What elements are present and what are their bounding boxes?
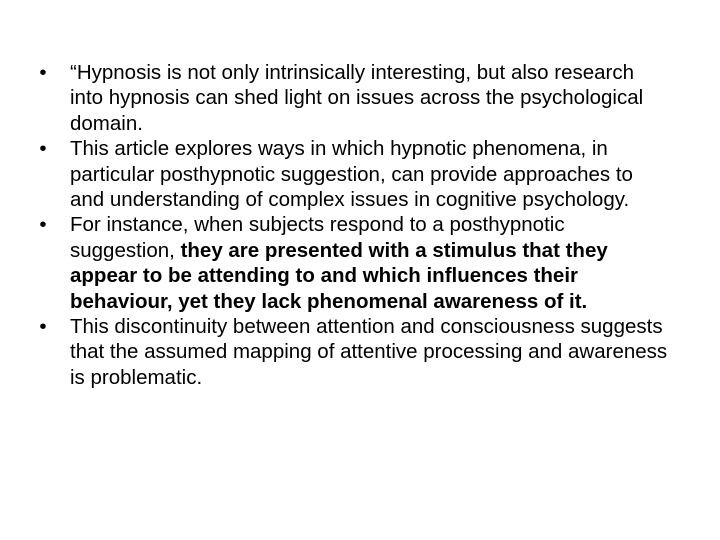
bullet-icon: • (39, 213, 47, 237)
bullet-list (32, 60, 672, 390)
bullet-text: This discontinuity between attention and consciousness suggests that the assumed mapping of attentive processing and awareness is problematic. (70, 315, 668, 389)
bullet-text-bold: they are presented with a stimulus that they appear to be attending to and which influences their behaviour, yet they lack phenomenal awareness of it. (70, 238, 608, 313)
bullet-icon: • (39, 137, 47, 161)
bullet-item-article-explores (32, 136, 672, 212)
bullet-item-discontinuity (32, 314, 672, 390)
bullet-icon: • (39, 315, 47, 339)
bullet-item-for-instance (32, 212, 672, 314)
bullet-text-regular: For instance, when subjects respond to a posthypnotic suggestion, (70, 213, 565, 262)
bullet-item-hypnosis-interest (32, 60, 672, 136)
bullet-text: This article explores ways in which hypnotic phenomena, in particular posthypnotic suggestion, can provide approaches to and understanding of complex issues in cognitive psychology. (70, 137, 633, 212)
bullet-text: “Hypnosis is not only intrinsically interesting, but also research into hypnosis can shed light on issues across the psychological domain. (70, 61, 644, 135)
bullet-icon: • (39, 61, 47, 84)
